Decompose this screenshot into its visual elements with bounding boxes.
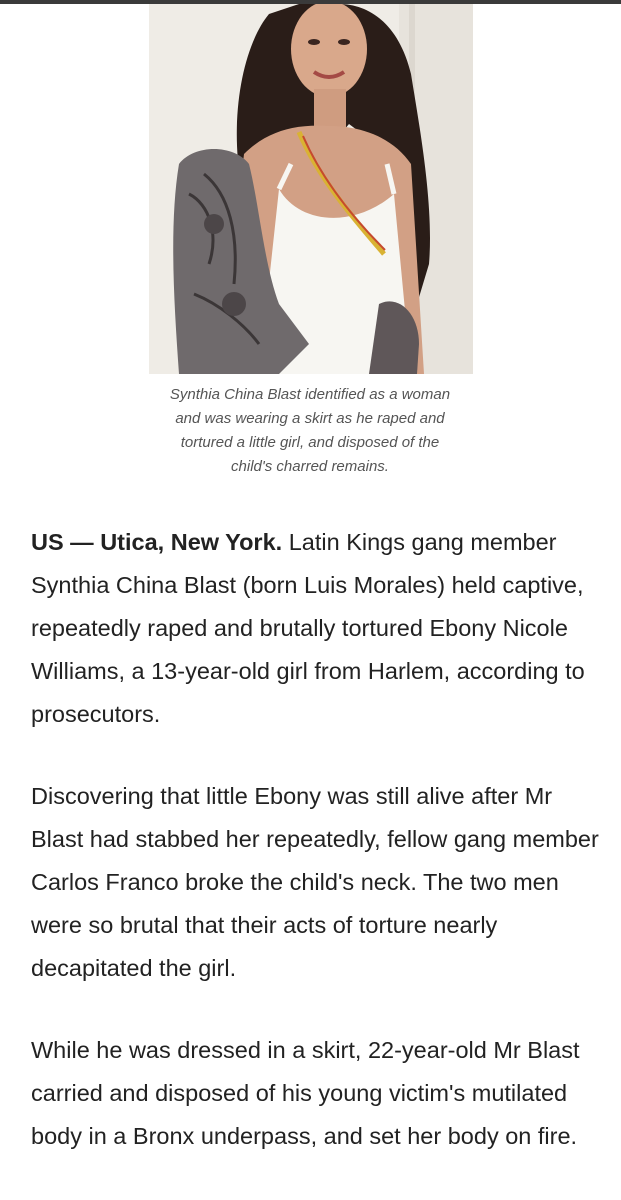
article-photo [149, 4, 473, 374]
dateline: US — Utica, New York. [31, 529, 283, 555]
paragraph-text: Discovering that little Ebony was still alive after Mr Blast had stabbed her repeatedly, fellow gang member Carlos Franco broke the child's neck. The two men were so brutal that their acts of torture nearly decapitated the girl. [31, 783, 599, 981]
article-paragraph [31, 1029, 601, 1158]
article-body [31, 521, 601, 1197]
caption-line: child's charred remains. [231, 458, 389, 475]
caption-line: tortured a little girl, and disposed of the [180, 434, 440, 451]
paragraph-text: While he was dressed in a skirt, 22-year-old Mr Blast carried and disposed of his young victim's mutilated body in a Bronx underpass, and set her body on fire. [31, 1037, 580, 1149]
caption-line: and was wearing a skirt as he raped and [175, 410, 445, 427]
photo-caption [140, 383, 480, 479]
paragraph-text: Latin Kings gang member Synthia China Blast (born Luis Morales) held captive, repeatedly raped and brutally tortured Ebony Nicole Williams, a 13-year-old girl from Harlem, according to prosecutors. [31, 529, 585, 727]
article-paragraph [31, 775, 601, 990]
caption-line: Synthia China Blast identified as a woman [169, 386, 451, 403]
article-paragraph [31, 521, 601, 736]
